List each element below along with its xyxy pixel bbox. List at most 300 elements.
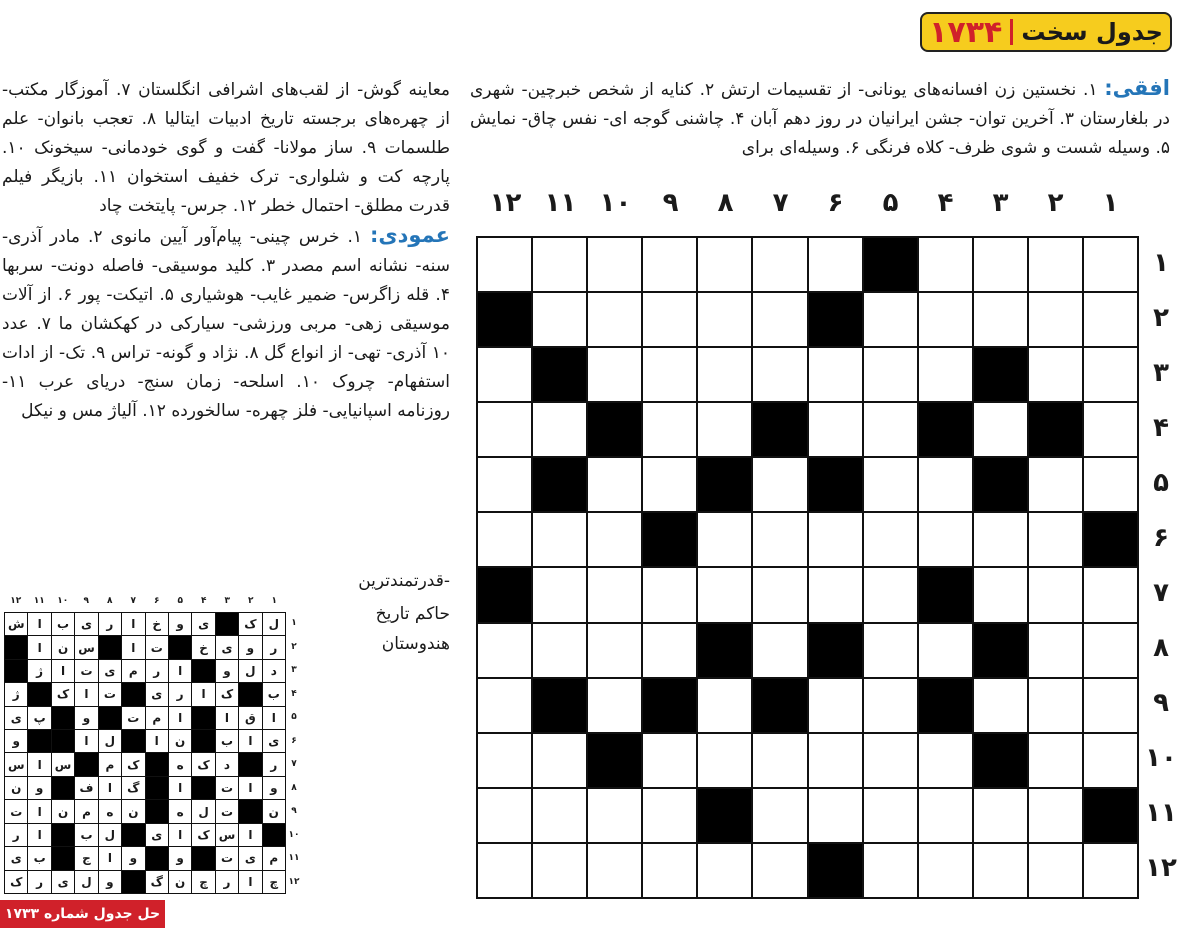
answer-cell[interactable] <box>478 513 531 566</box>
solution-black-cell <box>52 730 74 752</box>
black-cell <box>643 679 696 732</box>
solution-row-number: ۹ <box>291 806 297 816</box>
answer-cell[interactable] <box>1084 293 1137 346</box>
answer-cell[interactable] <box>1084 624 1137 677</box>
solution-letter-cell: س <box>5 753 27 775</box>
solution-black-cell <box>239 683 261 705</box>
solution-letter-cell: و <box>75 707 97 729</box>
answer-cell[interactable] <box>478 348 531 401</box>
answer-cell[interactable] <box>643 458 696 511</box>
answer-cell[interactable] <box>753 789 806 842</box>
answer-cell[interactable] <box>864 293 917 346</box>
solution-letter-cell: ش <box>5 613 27 635</box>
answer-cell[interactable] <box>1084 679 1137 732</box>
answer-cell[interactable] <box>588 624 641 677</box>
solution-letter-cell: ق <box>239 707 261 729</box>
down-tail-3: هندوستان <box>381 634 450 654</box>
row-number: ۸ <box>1153 633 1169 663</box>
answer-cell[interactable] <box>919 458 972 511</box>
solution-letter-cell: ک <box>216 683 238 705</box>
solution-column-number: ۱۱ <box>33 596 45 606</box>
solution-black-cell <box>192 730 214 752</box>
answer-cell[interactable] <box>753 844 806 897</box>
answer-cell[interactable] <box>974 513 1027 566</box>
answer-cell[interactable] <box>864 403 917 456</box>
answer-cell[interactable] <box>1029 568 1082 621</box>
solution-letter-cell: ت <box>99 683 121 705</box>
solution-letter-cell: ل <box>263 613 285 635</box>
solution-letter-cell: ی <box>239 847 261 869</box>
black-cell <box>1029 403 1082 456</box>
answer-cell[interactable] <box>809 238 862 291</box>
black-cell <box>643 513 696 566</box>
answer-cell[interactable] <box>478 734 531 787</box>
solution-letter-cell: چ <box>263 871 285 893</box>
solution-letter-cell: خ <box>146 613 168 635</box>
solution-letter-cell: س <box>75 636 97 658</box>
solution-row-number: ۱۰ <box>288 829 300 840</box>
answer-cell[interactable] <box>643 238 696 291</box>
black-cell <box>533 679 586 732</box>
solution-black-cell <box>239 753 261 775</box>
answer-cell[interactable] <box>919 348 972 401</box>
answer-cell[interactable] <box>809 789 862 842</box>
answer-cell[interactable] <box>533 789 586 842</box>
solution-column-number: ۵ <box>177 596 183 606</box>
answer-cell[interactable] <box>1084 238 1137 291</box>
answer-cell[interactable] <box>698 734 751 787</box>
answer-cell[interactable] <box>698 348 751 401</box>
solution-letter-cell: ا <box>169 707 191 729</box>
answer-cell[interactable] <box>864 348 917 401</box>
solution-letter-cell: چ <box>192 871 214 893</box>
solution-letter-cell: ه <box>169 753 191 775</box>
answer-cell[interactable] <box>643 568 696 621</box>
row-number: ۲ <box>1153 303 1169 333</box>
solution-black-cell <box>146 753 168 775</box>
answer-cell[interactable] <box>478 238 531 291</box>
black-cell <box>533 458 586 511</box>
solution-letter-cell: ی <box>5 707 27 729</box>
across-text: ۱. نخستین زن افسانه‌های یونانی- از تقسیمات ارتش ۲. کنایه از شخص خبرچین- شهری در بلغارستان ۳. آخرین توان- جشن ایرانیان در روز دهم آبان ۴. چاشنی گوجه ای- نفس چاق- نمایش ۵. وسیله شست و شوی ظرف- کلاه فرنگی ۶. وسیله‌ای برای <box>470 80 1170 158</box>
answer-cell[interactable] <box>753 458 806 511</box>
black-cell <box>753 403 806 456</box>
solution-letter-cell: ن <box>52 800 74 822</box>
answer-cell[interactable] <box>1029 679 1082 732</box>
answer-cell[interactable] <box>478 458 531 511</box>
answer-cell[interactable] <box>919 513 972 566</box>
answer-cell[interactable] <box>588 844 641 897</box>
answer-cell[interactable] <box>588 789 641 842</box>
black-cell <box>588 734 641 787</box>
solution-letter-cell: ر <box>5 824 27 846</box>
answer-cell[interactable] <box>1084 568 1137 621</box>
answer-cell[interactable] <box>1084 458 1137 511</box>
answer-cell[interactable] <box>753 513 806 566</box>
solution-letter-cell: م <box>146 707 168 729</box>
down-clues <box>2 76 450 426</box>
black-cell <box>698 789 751 842</box>
answer-cell[interactable] <box>533 568 586 621</box>
solution-column-number: ۹ <box>83 596 89 606</box>
answer-cell[interactable] <box>588 238 641 291</box>
solution-letter-cell: ا <box>169 660 191 682</box>
answer-cell[interactable] <box>478 679 531 732</box>
solution-letter-cell: و <box>263 777 285 799</box>
answer-cell[interactable] <box>1084 734 1137 787</box>
answer-cell[interactable] <box>1029 789 1082 842</box>
answer-cell[interactable] <box>753 293 806 346</box>
solution-row-number: ۱۱ <box>288 853 300 863</box>
solution-letter-cell: ت <box>146 636 168 658</box>
solution-letter-cell: ل <box>99 730 121 752</box>
column-number: ۶ <box>827 188 844 218</box>
across-clues <box>470 74 1170 163</box>
solution-letter-cell: ا <box>28 753 50 775</box>
answer-cell[interactable] <box>919 789 972 842</box>
solution-letter-cell: ر <box>216 871 238 893</box>
solution-letter-cell: ا <box>122 636 144 658</box>
solution-letter-cell: ا <box>239 777 261 799</box>
black-cell <box>809 844 862 897</box>
answer-cell[interactable] <box>919 844 972 897</box>
solution-letter-cell: ا <box>239 824 261 846</box>
answer-cell[interactable] <box>919 624 972 677</box>
solution-letter-cell: ی <box>5 847 27 869</box>
solution-column-numbers <box>4 596 286 606</box>
column-number: ۹ <box>662 188 679 218</box>
answer-cell[interactable] <box>1084 844 1137 897</box>
solution-black-cell <box>122 871 144 893</box>
black-cell <box>919 568 972 621</box>
solution-letter-cell: ا <box>122 613 144 635</box>
down-heading: عمودی: <box>369 223 450 247</box>
down-tail-1: -قدرتمندترین <box>358 571 450 591</box>
solution-black-cell <box>216 613 238 635</box>
answer-cell[interactable] <box>919 734 972 787</box>
answer-cell[interactable] <box>643 734 696 787</box>
answer-cell[interactable] <box>974 844 1027 897</box>
solution-letter-cell: گ <box>122 777 144 799</box>
solution-black-cell <box>146 847 168 869</box>
answer-cell[interactable] <box>533 238 586 291</box>
answer-cell[interactable] <box>533 734 586 787</box>
column-number: ۸ <box>717 188 734 218</box>
answer-cell[interactable] <box>588 348 641 401</box>
answer-cell[interactable] <box>533 624 586 677</box>
column-number: ۷ <box>772 188 789 218</box>
solution-letter-cell: د <box>263 660 285 682</box>
solution-letter-cell: ل <box>99 824 121 846</box>
solution-letter-cell: ا <box>75 730 97 752</box>
solution-row-number: ۴ <box>291 688 297 699</box>
answer-cell[interactable] <box>698 844 751 897</box>
solution-letter-cell: ن <box>263 800 285 822</box>
answer-cell[interactable] <box>1029 348 1082 401</box>
answer-cell[interactable] <box>864 513 917 566</box>
solution-letter-cell: ر <box>263 753 285 775</box>
solution-letter-cell: ر <box>169 683 191 705</box>
column-number: ۵ <box>882 188 899 218</box>
solution-letter-cell: م <box>122 660 144 682</box>
answer-cell[interactable] <box>919 293 972 346</box>
answer-cell[interactable] <box>588 679 641 732</box>
answer-cell[interactable] <box>478 403 531 456</box>
solution-letter-cell: ا <box>192 683 214 705</box>
answer-cell[interactable] <box>1029 844 1082 897</box>
solution-column-number: ۶ <box>154 596 160 606</box>
answer-cell[interactable] <box>588 513 641 566</box>
black-cell <box>698 624 751 677</box>
solution-letter-cell: ی <box>146 683 168 705</box>
solution-letter-cell: و <box>99 871 121 893</box>
answer-cell[interactable] <box>974 403 1027 456</box>
row-number: ۷ <box>1153 578 1169 608</box>
answer-cell[interactable] <box>643 789 696 842</box>
answer-cell[interactable] <box>753 348 806 401</box>
solution-letter-cell: ک <box>52 683 74 705</box>
answer-cell[interactable] <box>753 624 806 677</box>
solution-black-cell <box>122 730 144 752</box>
answer-cell[interactable] <box>864 568 917 621</box>
solution-letter-cell: ی <box>216 636 238 658</box>
answer-cell[interactable] <box>478 789 531 842</box>
black-cell <box>809 458 862 511</box>
solution-letter-cell: و <box>169 847 191 869</box>
solution-letter-cell: ی <box>192 613 214 635</box>
answer-cell[interactable] <box>809 734 862 787</box>
answer-cell[interactable] <box>1084 403 1137 456</box>
black-cell <box>809 624 862 677</box>
answer-cell[interactable] <box>809 403 862 456</box>
solution-black-cell <box>5 660 27 682</box>
solution-row-number: ۱ <box>291 618 297 628</box>
answer-cell[interactable] <box>478 624 531 677</box>
solution-black-cell <box>75 753 97 775</box>
solution-letter-cell: ر <box>99 613 121 635</box>
solution-letter-cell: ک <box>5 871 27 893</box>
solution-letter-cell: ن <box>169 730 191 752</box>
answer-cell[interactable] <box>533 293 586 346</box>
column-number: ۱۰ <box>599 188 632 218</box>
answer-cell[interactable] <box>533 513 586 566</box>
row-numbers <box>1142 236 1180 896</box>
solution-letter-cell: ه <box>99 800 121 822</box>
black-cell <box>919 679 972 732</box>
row-number: ۴ <box>1153 413 1169 443</box>
solution-black-cell <box>239 800 261 822</box>
solution-black-cell <box>146 800 168 822</box>
answer-cell[interactable] <box>533 844 586 897</box>
solution-letter-cell: ا <box>28 613 50 635</box>
solution-letter-cell: س <box>52 753 74 775</box>
answer-cell[interactable] <box>643 293 696 346</box>
black-cell <box>753 679 806 732</box>
solution-black-cell <box>99 636 121 658</box>
row-number: ۵ <box>1153 468 1169 498</box>
solution-black-cell <box>52 777 74 799</box>
solution-letter-cell: ب <box>75 824 97 846</box>
solution-letter-cell: ب <box>263 683 285 705</box>
row-number: ۳ <box>1153 358 1169 388</box>
answer-cell[interactable] <box>974 293 1027 346</box>
solution-black-cell <box>122 683 144 705</box>
crossword-grid <box>476 236 1139 899</box>
solution-label: حل جدول شماره ۱۷۳۳ <box>0 900 165 928</box>
black-cell <box>698 458 751 511</box>
answer-cell[interactable] <box>864 789 917 842</box>
solution-letter-cell: و <box>239 636 261 658</box>
answer-cell[interactable] <box>588 293 641 346</box>
solution-letter-cell: ی <box>263 730 285 752</box>
solution-letter-cell: ف <box>75 777 97 799</box>
answer-cell[interactable] <box>643 403 696 456</box>
solution-letter-cell: و <box>122 847 144 869</box>
answer-cell[interactable] <box>643 844 696 897</box>
solution-letter-cell: ی <box>52 871 74 893</box>
solution-letter-cell: ت <box>75 660 97 682</box>
answer-cell[interactable] <box>478 844 531 897</box>
answer-cell[interactable] <box>1029 458 1082 511</box>
solution-letter-cell: ک <box>192 753 214 775</box>
row-number: ۶ <box>1153 523 1169 553</box>
answer-cell[interactable] <box>753 238 806 291</box>
solution-letter-cell: و <box>216 660 238 682</box>
answer-cell[interactable] <box>864 734 917 787</box>
solution-letter-cell: ک <box>122 753 144 775</box>
solution-letter-cell: ر <box>28 871 50 893</box>
solution-letter-cell: م <box>75 800 97 822</box>
solution-letter-cell: ا <box>239 730 261 752</box>
solution-row-number: ۸ <box>291 782 297 793</box>
answer-cell[interactable] <box>864 844 917 897</box>
solution-row-number: ۵ <box>291 712 297 722</box>
answer-cell[interactable] <box>698 568 751 621</box>
solution-letter-cell: ت <box>5 800 27 822</box>
answer-cell[interactable] <box>1029 624 1082 677</box>
solution-grid <box>4 612 286 894</box>
answer-cell[interactable] <box>588 458 641 511</box>
column-number: ۴ <box>937 188 954 218</box>
solution-letter-cell: ی <box>146 824 168 846</box>
answer-cell[interactable] <box>809 348 862 401</box>
solution-letter-cell: گ <box>146 871 168 893</box>
answer-cell[interactable] <box>809 513 862 566</box>
answer-cell[interactable] <box>698 293 751 346</box>
answer-cell[interactable] <box>698 513 751 566</box>
solution-black-cell <box>192 777 214 799</box>
solution-letter-cell: م <box>99 753 121 775</box>
answer-cell[interactable] <box>698 403 751 456</box>
black-cell <box>864 238 917 291</box>
answer-cell[interactable] <box>698 679 751 732</box>
answer-cell[interactable] <box>864 458 917 511</box>
black-cell <box>974 624 1027 677</box>
answer-cell[interactable] <box>1029 513 1082 566</box>
solution-black-cell <box>99 707 121 729</box>
solution-column-number: ۳ <box>224 596 230 606</box>
answer-cell[interactable] <box>1084 348 1137 401</box>
solution-letter-cell: ج <box>75 847 97 869</box>
solution-letter-cell: ن <box>122 800 144 822</box>
solution-row-number: ۳ <box>291 665 297 675</box>
solution-letter-cell: ه <box>169 800 191 822</box>
solution-letter-cell: ی <box>99 660 121 682</box>
solution-letter-cell: ژ <box>28 660 50 682</box>
solution-black-cell <box>263 824 285 846</box>
solution-column-number: ۱ <box>271 596 277 606</box>
solution-letter-cell: ل <box>239 660 261 682</box>
black-cell <box>919 403 972 456</box>
solution-letter-cell: ا <box>52 660 74 682</box>
solution-letter-cell: ت <box>216 847 238 869</box>
answer-cell[interactable] <box>588 568 641 621</box>
solution-column-number: ۴ <box>201 596 207 606</box>
solution-column-number: ۲ <box>248 596 254 606</box>
solution-letter-cell: ا <box>99 847 121 869</box>
solution-column-number: ۱۰ <box>57 596 69 606</box>
answer-cell[interactable] <box>698 238 751 291</box>
answer-cell[interactable] <box>974 789 1027 842</box>
answer-cell[interactable] <box>919 238 972 291</box>
answer-cell[interactable] <box>643 348 696 401</box>
answer-cell[interactable] <box>809 568 862 621</box>
across-continuation: معاینه گوش- از لقب‌های اشرافی انگلستان ۷. آموزگار مکتب- از چهره‌های برجسته تاریخ ادبیات ایتالیا ۸. تعجب بانوان- علم طلسمات ۹. ساز مولانا- گفت و گوی خودمانی- سیخونک ۱۰. پارچه کت و شلواری- ترک خفیف استخوان ۱۱. بازیگر فیلم قدرت مطلق- احتمال خطر ۱۲. جرس- پایتخت چاد <box>2 80 451 216</box>
answer-cell[interactable] <box>864 624 917 677</box>
answer-cell[interactable] <box>753 568 806 621</box>
answer-cell[interactable] <box>974 238 1027 291</box>
solution-black-cell <box>52 847 74 869</box>
solution-letter-cell: ا <box>28 636 50 658</box>
answer-cell[interactable] <box>864 679 917 732</box>
solution-letter-cell: ت <box>122 707 144 729</box>
puzzle-title: جدول سخت <box>1021 18 1163 46</box>
answer-cell[interactable] <box>974 679 1027 732</box>
solution-column-number: ۷ <box>130 596 136 606</box>
answer-cell[interactable] <box>753 734 806 787</box>
row-number: ۹ <box>1153 688 1169 718</box>
solution-letter-cell: ر <box>146 660 168 682</box>
solution-letter-cell: د <box>216 753 238 775</box>
solution-letter-cell: ل <box>192 800 214 822</box>
column-number: ۱۲ <box>489 188 522 218</box>
solution-black-cell <box>5 636 27 658</box>
answer-cell[interactable] <box>1029 238 1082 291</box>
black-cell <box>533 348 586 401</box>
answer-cell[interactable] <box>533 403 586 456</box>
down-tail-2: حاکم تاریخ <box>375 604 450 624</box>
answer-cell[interactable] <box>974 568 1027 621</box>
answer-cell[interactable] <box>1029 734 1082 787</box>
solution-letter-cell: ب <box>28 847 50 869</box>
black-cell <box>974 348 1027 401</box>
solution-letter-cell: ن <box>169 871 191 893</box>
solution-letter-cell: ا <box>99 777 121 799</box>
solution-letter-cell: ا <box>216 707 238 729</box>
answer-cell[interactable] <box>1029 293 1082 346</box>
column-number: ۱۱ <box>544 188 577 218</box>
across-heading: افقی: <box>1104 76 1170 100</box>
answer-cell[interactable] <box>809 679 862 732</box>
solution-letter-cell: ک <box>239 613 261 635</box>
solution-letter-cell: ت <box>216 777 238 799</box>
solution-letter-cell: و <box>28 777 50 799</box>
solution-letter-cell: خ <box>192 636 214 658</box>
solution-black-cell <box>122 824 144 846</box>
answer-cell[interactable] <box>643 624 696 677</box>
puzzle-number: ۱۷۳۴ <box>929 14 1003 50</box>
black-cell <box>478 568 531 621</box>
